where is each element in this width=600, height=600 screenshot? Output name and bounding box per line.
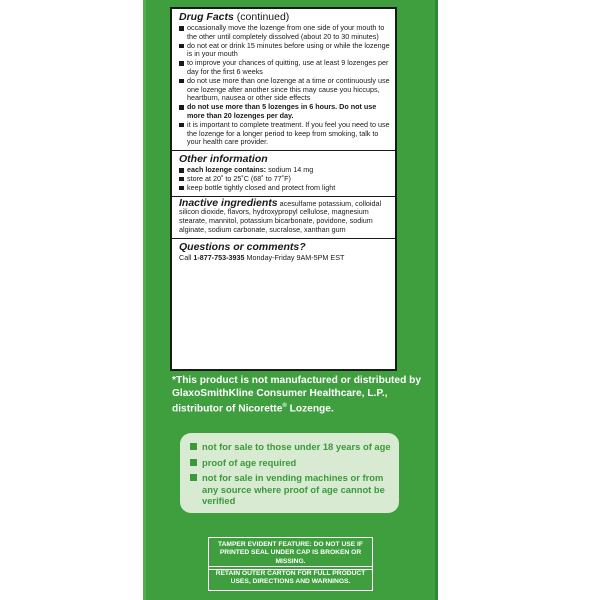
sale-notice: not for sale to those under 18 years of age bbox=[186, 441, 393, 453]
inactive-ingredients-list: acesulfame potassium, colloidal silicon dioxide, flavors, hydroxypropyl cellulose, magnesium stearate, mannitol, potassium bicarbonate, povidone, sodium alginate, sodium carbonate, sucralose, xanthan gum bbox=[179, 198, 382, 234]
tamper-evident-notice: TAMPER EVIDENT FEATURE: DO NOT USE IF PRINTED SEAL UNDER CAP IS BROKEN OR MISSING. bbox=[208, 537, 373, 570]
call-hours: Monday-Friday 9AM-5PM EST bbox=[244, 252, 345, 262]
sale-notice: proof of age required bbox=[186, 457, 393, 469]
sodium-value: sodium 14 mg bbox=[266, 165, 314, 175]
direction-item-warning: do not use more than 5 lozenges in 6 hours. Do not use more than 20 lozenges per day. bbox=[179, 103, 390, 121]
other-information-title: Other information bbox=[179, 153, 268, 166]
keep-closed-item: keep bottle tightly closed and protect from light bbox=[179, 184, 390, 193]
direction-item: do not eat or drink 15 minutes before using or while the lozenge is in your mouth bbox=[179, 42, 390, 60]
sale-restrictions-box bbox=[180, 433, 399, 513]
disclaimer-text bbox=[172, 375, 434, 416]
phone-number: 1-877-753-3935 bbox=[193, 252, 245, 262]
questions-title: Questions or comments? bbox=[179, 240, 306, 253]
retain-carton-notice: RETAIN OUTER CARTON FOR FULL PRODUCT USES, DIRECTIONS AND WARNINGS. bbox=[208, 566, 373, 591]
disclaimer-body: *This product is not manufactured or distributed by GlaxoSmithKline Consumer Healthcare, L.P., distributor of Nicorette bbox=[172, 375, 422, 415]
direction-item: it is important to complete treatment. If you feel you need to use the lozenge for a longer period to keep from smoking, talk to your health care provider. bbox=[179, 121, 390, 147]
call-prefix: Call bbox=[179, 252, 194, 262]
disclaimer-end: Lozenge. bbox=[286, 403, 334, 415]
drug-facts-heading: Drug Facts bbox=[179, 11, 234, 23]
direction-item: occasionally move the lozenge from one side of your mouth to the other until completely dissolved (about 20 to 30 minutes) bbox=[179, 24, 390, 42]
direction-item: do not use more than one lozenge at a time or continuously use one lozenge after another since this may cause you hiccups, heartburn, nausea or other side effects bbox=[179, 77, 390, 103]
registered-mark: ® bbox=[282, 403, 287, 409]
other-information-section bbox=[172, 151, 395, 196]
sale-notice: not for sale in vending machines or from any source where proof of age cannot be verified bbox=[186, 472, 393, 507]
inactive-ingredients-section bbox=[172, 197, 395, 239]
contact-line bbox=[179, 254, 390, 263]
questions-section bbox=[172, 239, 395, 266]
inactive-ingredients-label: Inactive ingredients bbox=[179, 196, 278, 209]
direction-item: to improve your chances of quitting, use at least 9 lozenges per day for the first 6 weeks bbox=[179, 59, 390, 77]
drug-facts-panel bbox=[170, 7, 397, 371]
continued-label: (continued) bbox=[236, 11, 290, 23]
sodium-label: each lozenge contains: bbox=[187, 165, 267, 175]
storage-item: store at 20˚ to 25˚C (68˚ to 77˚F) bbox=[179, 175, 390, 184]
directions-section bbox=[172, 9, 395, 151]
